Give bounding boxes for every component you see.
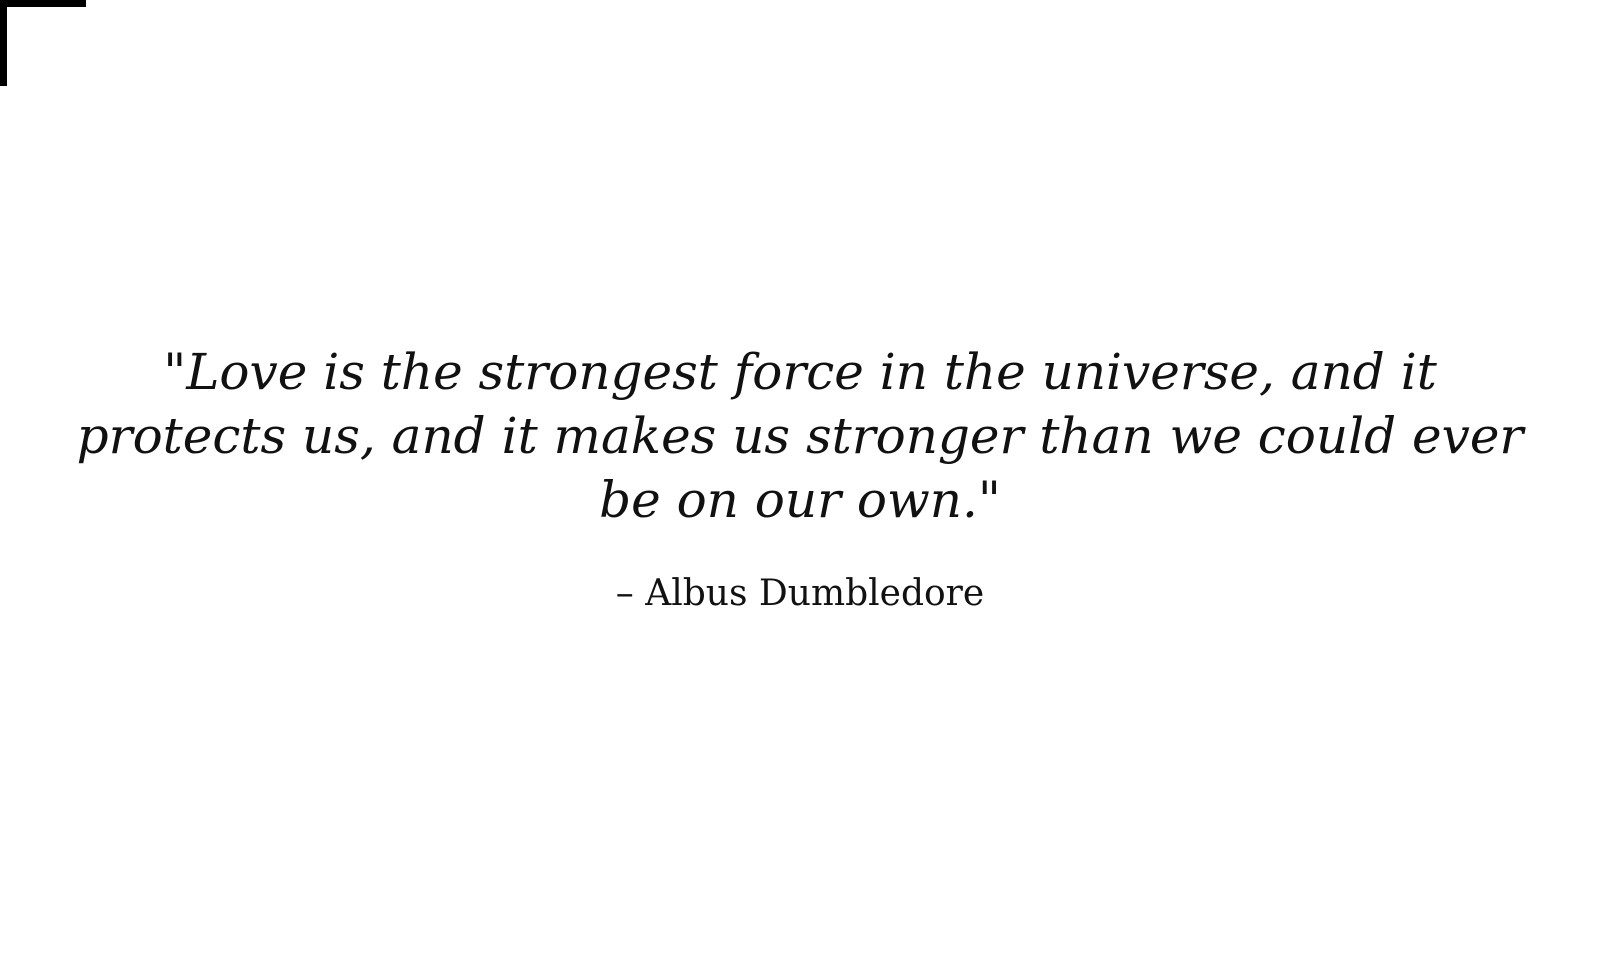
corner-bracket-icon [0,0,86,86]
quote-block [0,340,1600,616]
quote-text: "Love is the strongest force in the universe, and it protects us, and it makes us stronger than we could ever be on our own." [76,343,1524,529]
quote-attribution: – Albus Dumbledore [615,573,985,614]
